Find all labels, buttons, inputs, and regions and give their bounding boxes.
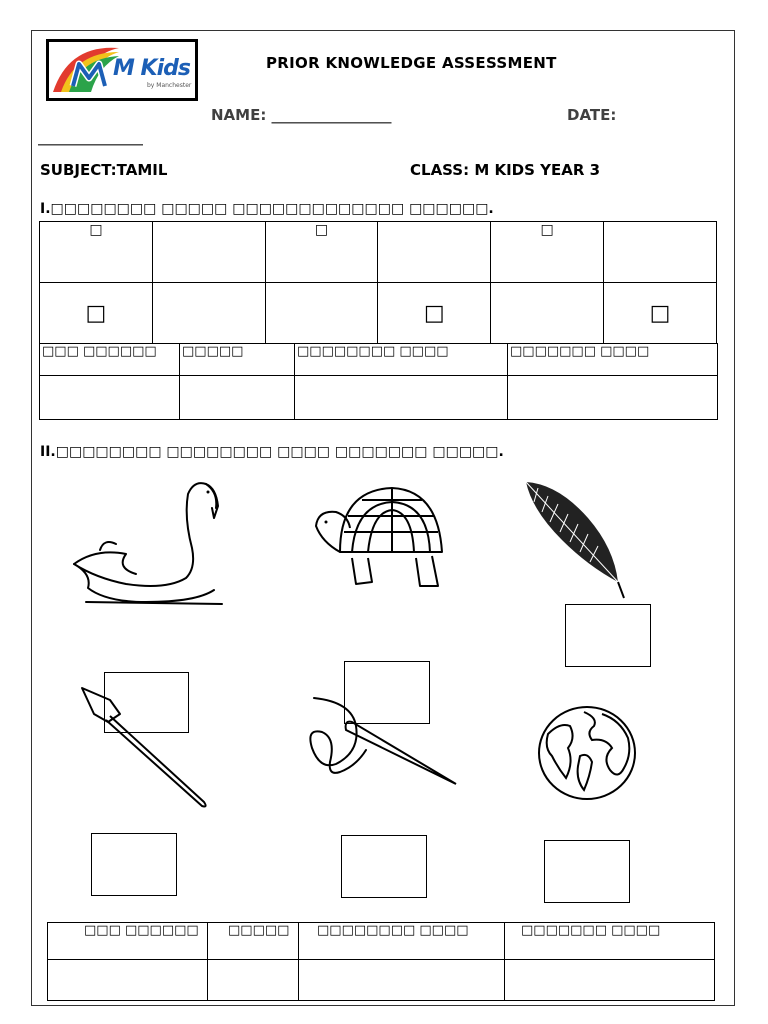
- subject-label: SUBJECT:TAMIL: [40, 161, 168, 179]
- grid-cell[interactable]: [378, 222, 491, 283]
- answer-box[interactable]: [565, 604, 651, 667]
- category-header: □□□□□□□□ □□□□: [299, 923, 505, 960]
- answer-box[interactable]: [91, 833, 177, 896]
- category-header: □□□□□□□□ □□□□: [295, 344, 508, 376]
- section1-heading: I.□□□□□□□□ □□□□□ □□□□□□□□□□□□□ □□□□□□.: [40, 201, 494, 217]
- answer-cell[interactable]: [295, 376, 508, 420]
- class-label: CLASS: M KIDS YEAR 3: [410, 161, 601, 179]
- globe-picture: [536, 704, 638, 802]
- grid-cell[interactable]: [152, 283, 265, 344]
- category-header: □□□□□: [180, 344, 295, 376]
- feather-picture: [518, 478, 630, 602]
- category-header: □□□□□□□ □□□□: [508, 344, 718, 376]
- category-header: □□□ □□□□□□: [40, 344, 180, 376]
- answer-box[interactable]: [544, 840, 630, 903]
- date-field[interactable]: ______________: [38, 128, 143, 146]
- logo-text: M Kids: [113, 56, 190, 81]
- grid-cell[interactable]: □: [604, 283, 717, 344]
- answer-cell[interactable]: [40, 376, 180, 420]
- grid-cell[interactable]: □: [491, 222, 604, 283]
- swan-picture: [66, 478, 226, 608]
- grid-cell[interactable]: □: [40, 283, 153, 344]
- grid-cell[interactable]: [604, 222, 717, 283]
- grid-cell[interactable]: [265, 283, 378, 344]
- answer-box[interactable]: [344, 661, 430, 724]
- category-header: □□□ □□□□□□: [48, 923, 208, 960]
- date-label: DATE:: [567, 106, 617, 124]
- page-title: PRIOR KNOWLEDGE ASSESSMENT: [266, 54, 557, 72]
- mkids-logo: [46, 39, 198, 101]
- answer-box[interactable]: [104, 672, 189, 733]
- category-header: □□□□□: [208, 923, 299, 960]
- name-field[interactable]: NAME: ________________: [211, 106, 392, 124]
- grid-cell[interactable]: □: [378, 283, 491, 344]
- grid-cell[interactable]: □: [265, 222, 378, 283]
- tortoise-picture: [312, 482, 446, 594]
- grid-cell[interactable]: □: [40, 222, 153, 283]
- category-header: □□□□□□□ □□□□: [505, 923, 715, 960]
- logo-subtext: by Manchester: [147, 82, 192, 89]
- answer-cell[interactable]: [505, 960, 715, 1001]
- category-table-2: [47, 922, 715, 1001]
- answer-cell[interactable]: [48, 960, 208, 1001]
- letter-grid: [39, 221, 717, 344]
- answer-box[interactable]: [341, 835, 427, 898]
- answer-cell[interactable]: [299, 960, 505, 1001]
- section2-heading: II.□□□□□□□□ □□□□□□□□ □□□□ □□□□□□□ □□□□□.: [40, 444, 504, 460]
- category-table-1: [39, 343, 718, 420]
- answer-cell[interactable]: [508, 376, 718, 420]
- grid-cell[interactable]: [491, 283, 604, 344]
- grid-cell[interactable]: [152, 222, 265, 283]
- answer-cell[interactable]: [180, 376, 295, 420]
- answer-cell[interactable]: [208, 960, 299, 1001]
